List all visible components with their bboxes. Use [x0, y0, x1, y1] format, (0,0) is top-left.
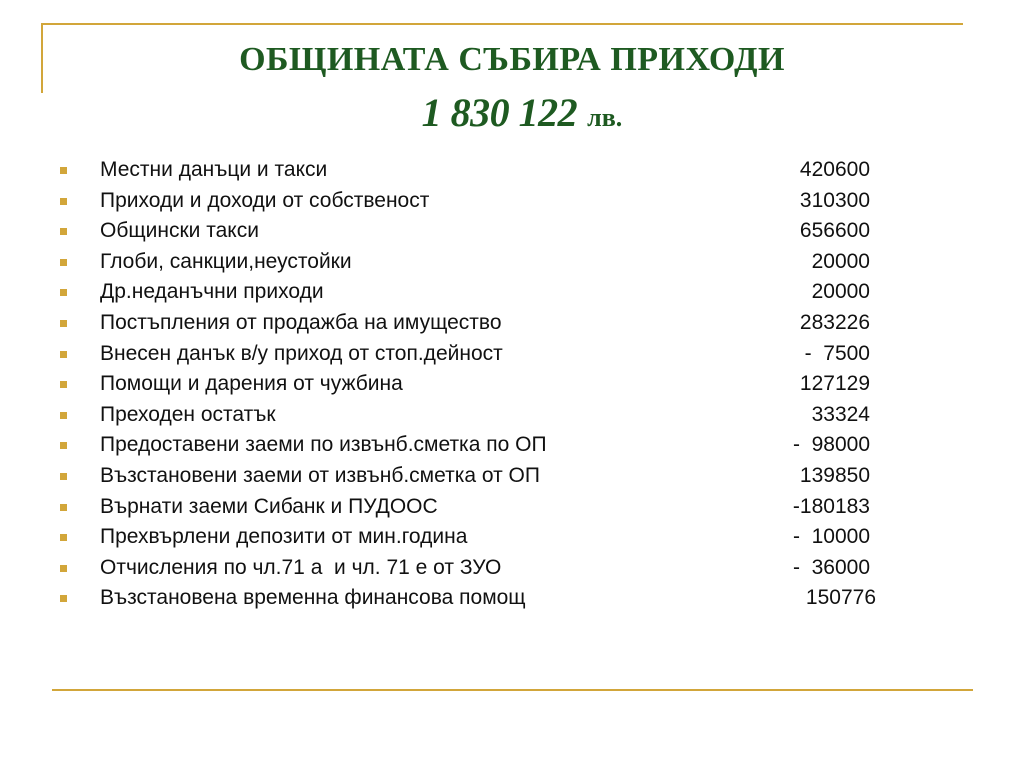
item-label: Отчисления по чл.71 а и чл. 71 е от ЗУО [100, 555, 502, 579]
total-amount: 1 830 122 [421, 90, 578, 135]
item-value: - 36000 [792, 555, 870, 579]
item-label: Прехвърлени депозити от мин.година [100, 525, 468, 549]
item-label: Помощи и дарения от чужбина [100, 372, 403, 396]
list-item [60, 583, 960, 614]
item-label: Възстановени заеми от извънб.сметка от ОП [100, 463, 540, 487]
item-value: 20000 [811, 249, 870, 273]
revenue-list [60, 155, 960, 614]
item-value: - 98000 [792, 433, 870, 457]
list-item [60, 369, 960, 400]
item-label: Др.неданъчни приходи [100, 280, 324, 304]
square-bullet-icon [60, 565, 67, 572]
list-item [60, 492, 960, 523]
list-item [60, 277, 960, 308]
list-item [60, 430, 960, 461]
slide-subtitle [0, 89, 1024, 136]
square-bullet-icon [60, 259, 67, 266]
item-label: Внесен данък в/у приход от стоп.дейност [100, 341, 503, 365]
square-bullet-icon [60, 320, 67, 327]
list-item [60, 522, 960, 553]
item-label: Върнати заеми Сибанк и ПУДООС [100, 494, 438, 518]
square-bullet-icon [60, 289, 67, 296]
square-bullet-icon [60, 504, 67, 511]
item-value: 420600 [799, 158, 870, 181]
item-label: Местни данъци и такси [100, 158, 328, 181]
item-value: 139850 [799, 463, 870, 487]
item-label: Глоби, санкции,неустойки [100, 249, 352, 273]
list-item [60, 339, 960, 370]
square-bullet-icon [60, 351, 67, 358]
list-item [60, 461, 960, 492]
square-bullet-icon [60, 595, 67, 602]
list-item [60, 400, 960, 431]
square-bullet-icon [60, 534, 67, 541]
square-bullet-icon [60, 381, 67, 388]
item-value: 310300 [799, 188, 870, 212]
list-item [60, 553, 960, 584]
list-item [60, 186, 960, 217]
frame-bottom-line [52, 689, 973, 691]
square-bullet-icon [60, 473, 67, 480]
item-value: 150776 [805, 586, 876, 610]
item-value: 283226 [799, 310, 870, 334]
item-label: Предоставени заеми по извънб.сметка по ОП [100, 433, 547, 457]
currency-unit: лв. [587, 103, 623, 132]
item-value: -180183 [792, 494, 870, 518]
square-bullet-icon [60, 198, 67, 205]
square-bullet-icon [60, 167, 67, 174]
square-bullet-icon [60, 442, 67, 449]
item-value: 20000 [811, 280, 870, 304]
slide-title: ОБЩИНАТА СЪБИРА ПРИХОДИ [239, 41, 785, 78]
list-item [60, 308, 960, 339]
item-value: 127129 [799, 372, 870, 396]
frame-top-line [41, 23, 963, 25]
item-label: Възстановена временна финансова помощ [100, 586, 526, 610]
list-item [60, 216, 960, 247]
item-value: - 7500 [804, 341, 870, 365]
item-label: Постъпления от продажба на имущество [100, 310, 502, 334]
item-value: 33324 [811, 402, 870, 426]
list-item [60, 155, 960, 186]
square-bullet-icon [60, 412, 67, 419]
item-label: Преходен остатък [100, 402, 276, 426]
item-value: - 10000 [792, 525, 870, 549]
item-value: 656600 [799, 219, 870, 243]
item-label: Приходи и доходи от собственост [100, 188, 430, 212]
list-item [60, 247, 960, 278]
square-bullet-icon [60, 228, 67, 235]
item-label: Общински такси [100, 219, 259, 243]
